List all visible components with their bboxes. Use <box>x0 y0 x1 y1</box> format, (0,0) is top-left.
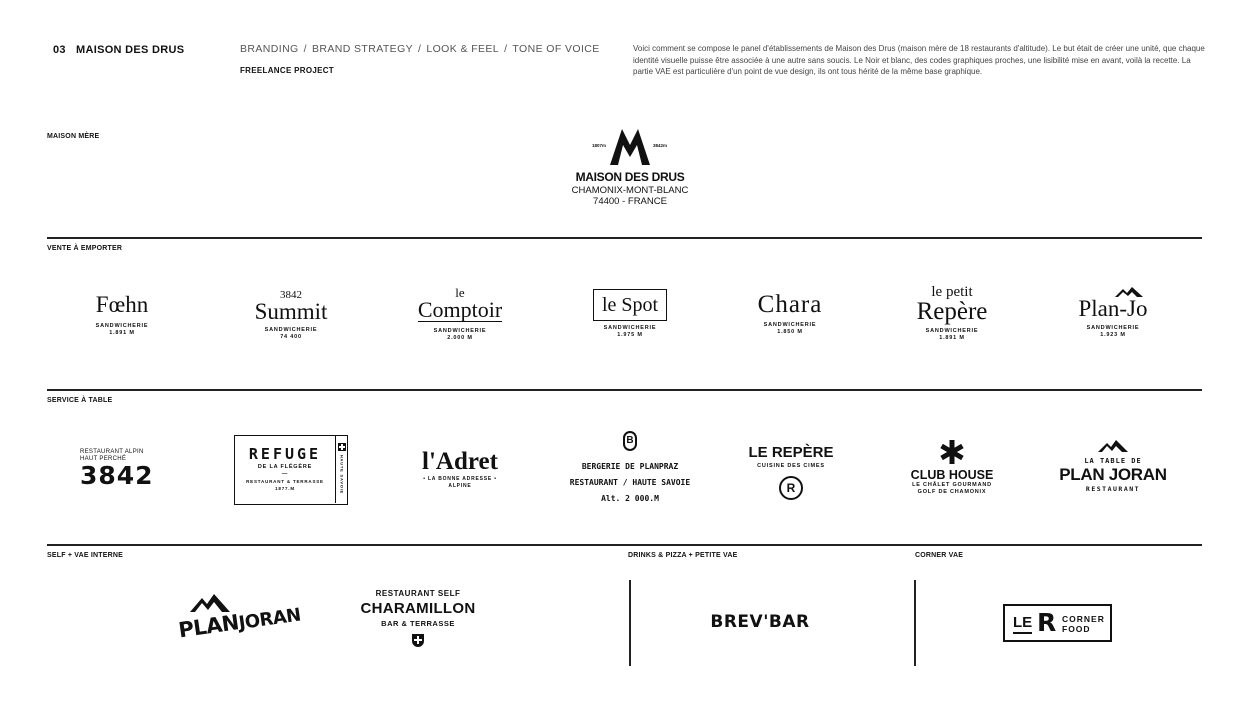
crumb-branding[interactable]: BRANDING <box>240 43 299 55</box>
divider-1 <box>47 237 1202 239</box>
breadcrumb: BRANDING / BRAND STRATEGY / LOOK & FEEL / TONE OF VOICE <box>240 43 600 55</box>
asterisk-icon <box>939 439 965 465</box>
shield-cross-icon <box>412 634 424 647</box>
section-label-vente: VENTE À EMPORTER <box>47 245 123 252</box>
section-label-self: SELF + VAE INTERNE <box>47 552 124 559</box>
divider-3 <box>47 544 1202 546</box>
intro-paragraph: Voici comment se compose le panel d'établissements de Maison des Drus (maison mère de 18 restaurants d'altitude). Le but était de créer une unité, que chaque identité visuelle puisse être associée à une autre sans soucis. Le Noir et blanc, des codes graphiques proches, une lisibilité mise en avant, voilà la recette. La partie VAE est particulière d'un point de vue design, ils ont tous hérité de la même base graphique. <box>633 44 1205 76</box>
logo-club-house: CLUB HOUSE LE CHÂLET GOURMAND GOLF DE CHAMONIX <box>897 439 1007 496</box>
section-label-maison-mere: MAISON MÈRE <box>47 133 100 140</box>
logo-le-r-corner-food: LE R CORNER FOOD <box>1003 604 1112 642</box>
section-label-corner: CORNER VAE <box>915 552 964 559</box>
project-title: MAISON DES DRUS <box>76 44 185 56</box>
repere-r-icon: R <box>779 476 803 500</box>
bergerie-b-icon: B <box>623 431 637 451</box>
section-label-service: SERVICE À TABLE <box>47 397 113 404</box>
logo-ladret: l'Adret • LA BONNE ADRESSE • ALPINE <box>422 448 498 489</box>
main-logo-line2: 74400 - FRANCE <box>593 196 667 207</box>
crumb-tone-of-voice[interactable]: TONE OF VOICE <box>512 43 600 55</box>
logo-summit: 3842 Summit SANDWICHERIE 74 400 <box>254 289 328 340</box>
altitude-right: 3842m <box>653 143 668 148</box>
maison-des-drus-logo <box>555 128 705 207</box>
mountain-icon <box>1098 440 1128 452</box>
divider-2 <box>47 389 1202 391</box>
project-number: 03 <box>53 44 66 56</box>
logo-le-petit-repere: le petit Repère SANDWICHERIE 1.891 M <box>916 284 988 341</box>
logo-comptoir: le Comptoir SANDWICHERIE 2.000 M <box>417 285 503 341</box>
logo-brevbar: BREV'BAR <box>710 612 810 632</box>
altitude-left: 1807m <box>592 143 607 148</box>
mountain-icon <box>190 594 230 612</box>
vertical-divider-2 <box>914 580 916 666</box>
freelance-label: FREELANCE PROJECT <box>240 66 334 75</box>
savoie-cross-icon <box>338 443 346 451</box>
vertical-divider-1 <box>629 580 631 666</box>
logo-refuge-flegere: REFUGE DE LA FLÉGÈRE — RESTAURANT & TERRASSE 1877.M HAUTE SAVOIE <box>234 435 348 505</box>
main-logo-line1: CHAMONIX-MONT-BLANC <box>571 185 689 196</box>
crumb-brand-strategy[interactable]: BRAND STRATEGY <box>311 43 414 55</box>
logo-table-plan-joran: LA TABLE DE PLAN JORAN RESTAURANT <box>1058 440 1168 493</box>
logo-le-spot: le Spot SANDWICHERIE 1.975 M <box>580 289 680 339</box>
logo-plan-jo: Plan-Jo SANDWICHERIE 1.923 M <box>1063 287 1163 339</box>
logo-foehn: Fœhn SANDWICHERIE 1.891 M <box>95 292 149 336</box>
logo-charamillon: RESTAURANT SELF CHARAMILLON BAR & TERRASSE <box>348 589 488 647</box>
logo-bergerie-planpraz: B BERGERIE DE PLANPRAZ RESTAURANT / HAUTE SAVOIE Alt. 2 000.M <box>560 431 700 507</box>
main-logo-name: MAISON DES DRUS <box>575 170 685 184</box>
logo-3842-restaurant: RESTAURANT ALPIN HAUT PERCHÉ 3842 <box>80 449 154 490</box>
crumb-look-feel[interactable]: LOOK & FEEL <box>426 43 500 55</box>
section-label-drinks: DRINKS & PIZZA + PETITE VAE <box>628 552 738 559</box>
logo-le-repere: LE REPÈRE CUISINE DES CIMES R <box>735 445 847 500</box>
logo-chara: Chara SANDWICHERIE 1.850 M <box>757 291 823 335</box>
logo-plan-joran-self: PLANJORAN <box>176 592 296 652</box>
mountain-m-icon <box>610 129 650 165</box>
